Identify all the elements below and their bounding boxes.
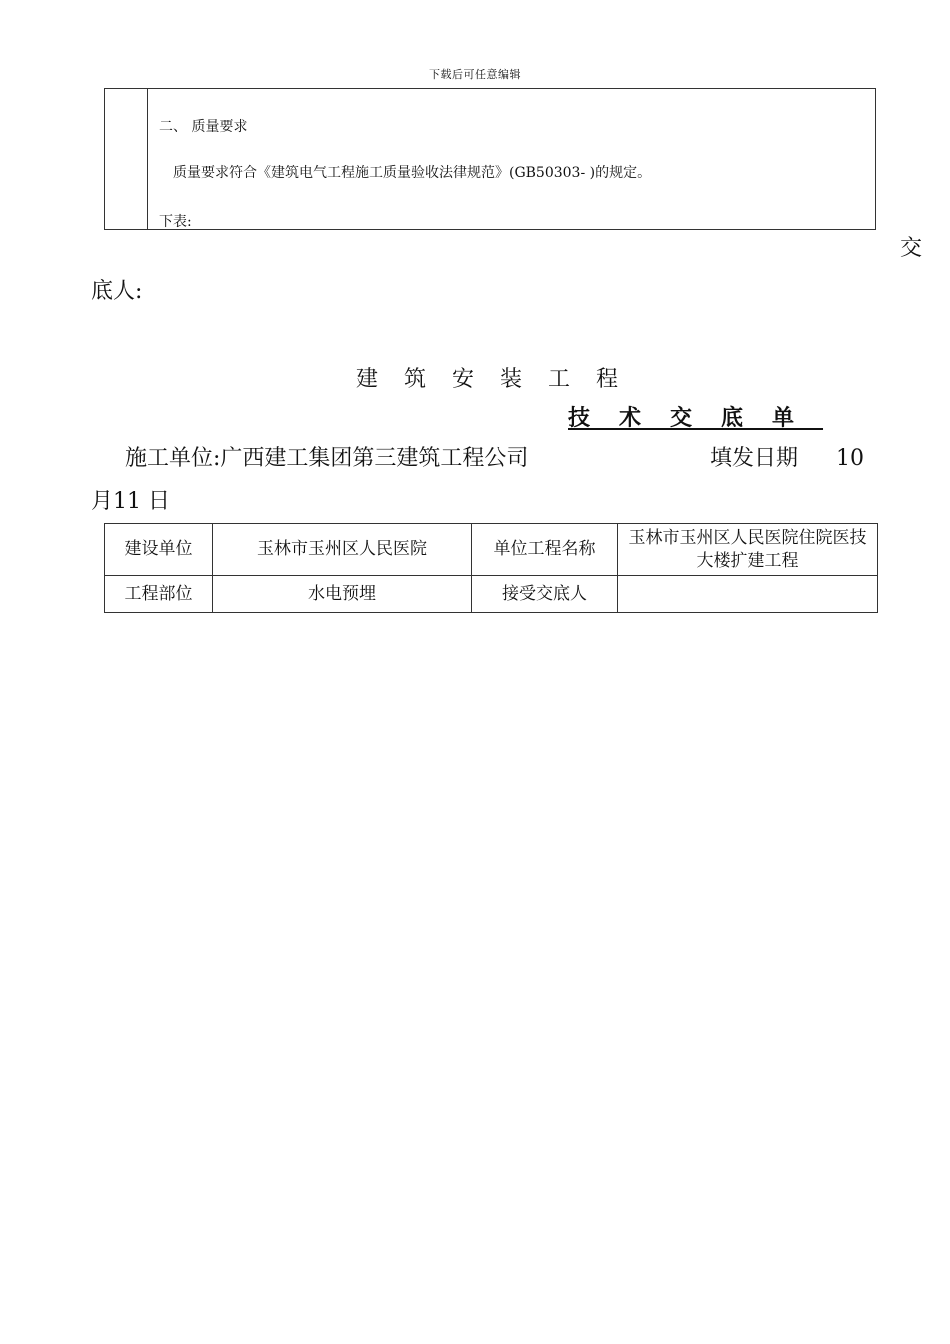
document-title: 建筑安装工程 bbox=[355, 367, 644, 392]
table-cell: 工程部位 bbox=[105, 576, 213, 613]
table-cell: 玉林市玉州区人民医院住院医技大楼扩建工程 bbox=[618, 524, 878, 576]
issue-date-month: 10 bbox=[836, 446, 865, 471]
box-divider bbox=[147, 89, 148, 229]
table-hint: 下表: bbox=[159, 214, 192, 230]
quality-requirements-box bbox=[104, 88, 876, 230]
section-heading: 二、 质量要求 bbox=[159, 119, 248, 135]
construction-unit: 施工单位:广西建工集团第三建筑工程公司 bbox=[125, 446, 529, 471]
document-subtitle: 技术交底单 bbox=[568, 405, 824, 431]
issue-date-day: 月11 日 bbox=[91, 489, 170, 514]
table-cell: 玉林市玉州区人民医院 bbox=[213, 524, 472, 576]
issue-date bbox=[710, 441, 864, 472]
page-header-note: 下载后可任意编辑 bbox=[429, 68, 521, 81]
table-cell: 单位工程名称 bbox=[472, 524, 618, 576]
table-row bbox=[105, 524, 878, 576]
signoff-jiao: 交 bbox=[899, 236, 922, 261]
signoff-diren: 底人: bbox=[91, 279, 143, 304]
table-cell bbox=[618, 576, 878, 613]
table-row bbox=[105, 576, 878, 613]
issue-date-label: 填发日期 bbox=[710, 446, 799, 471]
project-info-table bbox=[104, 523, 878, 613]
table-cell: 水电预埋 bbox=[213, 576, 472, 613]
requirement-text: 质量要求符合《建筑电气工程施工质量验收法律规范》(GB50303- )的规定。 bbox=[173, 165, 652, 181]
table-cell: 建设单位 bbox=[105, 524, 213, 576]
table-cell: 接受交底人 bbox=[472, 576, 618, 613]
